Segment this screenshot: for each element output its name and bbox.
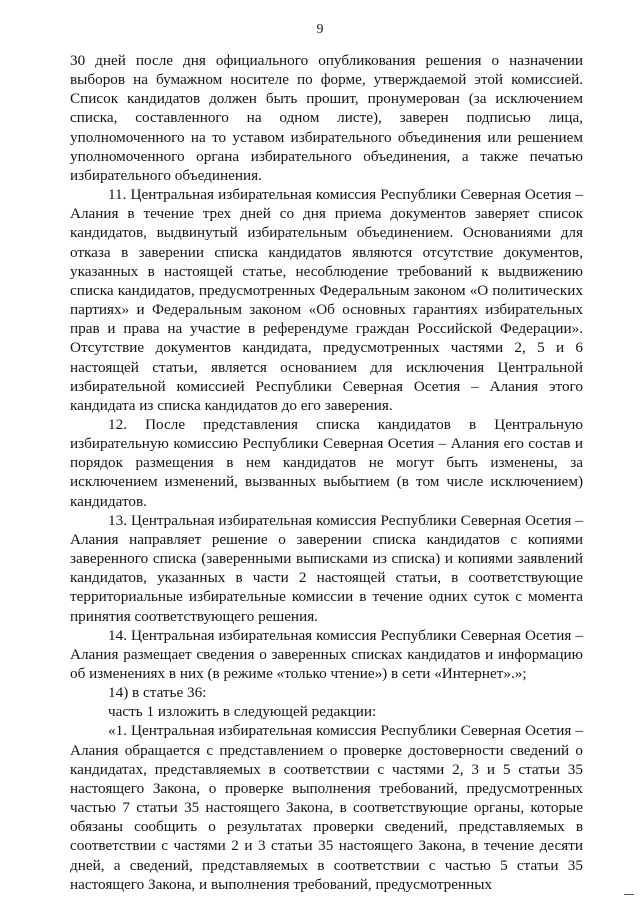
page-number: 9	[316, 22, 324, 37]
paragraph-item-12: 12. После представления списка кандидатов в Центральную избирательную комиссию Республики Северная Осетия – Алания его состав и порядок размещения в нем кандидатов не могут быть изменены, за исключением изменений, вызванных выбытием (в том числе исключением) кандидатов.	[70, 415, 583, 510]
paragraph-item-13: 13. Центральная избирательная комиссия Республики Северная Осетия – Алания направляет решение о заверении списка кандидатов с копиями заверенного списка (заверенными выписками из списка) и копиями заявлений кандидатов, указанных в части 2 настоящей статьи, в соответствующие территориальные избирательные комиссии в течение одних суток с момента принятия соответствующего решения.	[70, 511, 583, 625]
document-body	[70, 51, 583, 894]
paragraph-item-14: 14. Центральная избирательная комиссия Республики Северная Осетия – Алания размещает сведения о заверенных списках кандидатов и информацию об изменениях в них (в режиме «только чтение») в сети «Интернет».»;	[70, 626, 583, 682]
paragraph-amendment-14: 14) в статье 36:	[108, 684, 207, 702]
paragraph-item-11: 11. Центральная избирательная комиссия Республики Северная Осетия – Алания в течение трех дней со дня приема документов заверяет список кандидатов, выдвинутый избирательным объединением. Основаниями для отказа в заверении списка кандидатов являются отсутствие документов, указанных в настоящей статье, несоблюдение требований к выдвижению списка кандидатов, предусмотренных Федеральным законом «О политических партиях» и Федеральным законом «Об основных гарантиях избирательных прав и права на участие в референдуме граждан Российской Федерации». Отсутствие документов кандидата, предусмотренных частями 2, 5 и 6 настоящей статьи, является основанием для исключения Центральной избирательной комиссией Республики Северная Осетия – Алания этого кандидата из списка кандидатов до его заверения.	[70, 186, 583, 414]
paragraph-continuation: 30 дней после дня официального опубликования решения о назначении выборов на бумажном носителе по форме, утверждаемой этой комиссией. Список кандидатов должен быть прошит, пронумерован (за исключением списка, составленного на одном листе), заверен подписью лица, уполномоченного на то уставом избирательного объединения или решением уполномоченного органа избирательного объединения, а также печатью избирательного объединения.	[70, 52, 583, 184]
paragraph-part-1-instruction: часть 1 изложить в следующей редакции:	[108, 703, 377, 721]
paragraph-new-part-1: «1. Центральная избирательная комиссия Республики Северная Осетия – Алания обращается с представлением о проверке достоверности сведений о кандидатах, представляемых в соответствии с частями 2, 3 и 5 статьи 35 настоящего Закона, о проверке выполнения требований, предусмотренных частью 7 статьи 35 настоящего Закона, в соответствующие органы, которые обязаны сообщить о результатах проверки сведений, представляемых в соответствии с частями 2 и 3 статьи 35 настоящего Закона, в течение десяти дней, а сведений, представляемых в соответствии с частью 5 статьи 35 настоящего Закона, и выполнения требований, предусмотренных	[70, 722, 583, 893]
scan-edge-mark	[624, 894, 634, 895]
